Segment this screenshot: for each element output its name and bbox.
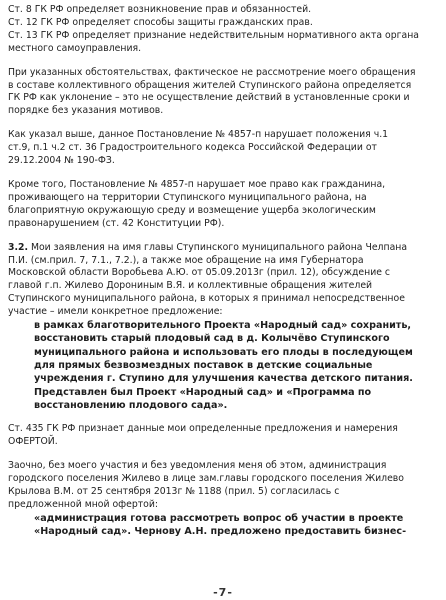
text-line: ГК РФ как уклонение – это не осуществление действий в установленные сроки и <box>8 92 410 104</box>
text-line: ст.9, п.1 ч.2 ст. 36 Градостроительного кодекса Российской Федерации от <box>8 142 377 154</box>
text-line: Крылова В.М. от 25 сентября 2013г № 1188 (прил. 5) согласилась с <box>8 485 340 497</box>
paragraph-violation <box>8 129 442 168</box>
paragraph-administration <box>8 460 442 512</box>
text-line: городского поселения Жилево в лице зам.главы городского поселения Жилево <box>8 472 404 484</box>
quote-bold-block <box>8 512 442 539</box>
paragraph-rights <box>8 179 442 231</box>
bold-line: в рамках благотворительного Проекта «Народный сад» сохранить, <box>34 320 412 332</box>
text-line: главой г.п. Жилево Дорониным В.Я. и коллективные обращения жителей <box>8 280 373 292</box>
text-line: участие – имели конкретное предложение: <box>8 306 223 318</box>
bold-line: учреждения г. Ступино для улучшения качества детского питания. <box>34 373 413 385</box>
paragraph-evasion <box>8 67 442 119</box>
bold-line: «Народный сад». Чернову А.Н. предложено предоставить бизнес- <box>34 525 407 537</box>
text-line: Заочно, без моего участия и без уведомления меня об этом, администрация <box>8 459 387 471</box>
text-line: Московской области Воробьева А.Ю. от 05.09.2013г (прил. 12), обсуждение с <box>8 267 391 279</box>
text-line: правонарушением (ст. 42 Конституции РФ). <box>8 217 225 229</box>
paragraph-offer <box>8 423 442 449</box>
text-line: Как указал выше, данное Постановление № 4857-п нарушает положения ч.1 <box>8 129 389 141</box>
bold-line: Представлен был Проект «Народный сад» и «Программа по <box>34 386 372 398</box>
bold-line: для прямых безвозмездных поставок в детские социальные <box>34 359 373 371</box>
bold-line: «администрация готова рассмотреть вопрос об участии в проекте <box>34 512 404 524</box>
bold-line: восстановить старый плодовый сад в д. Колычёво Ступинского <box>34 333 390 345</box>
text-line: П.И. (см.прил. 7, 7.1., 7.2.), а также мое обращение на имя Губернатора <box>8 254 364 266</box>
section-number: 3.2. <box>8 241 29 253</box>
text-line: Мои заявления на имя главы Ступинского муниципального района Челпана <box>28 241 408 253</box>
text-line: 29.12.2004 № 190-ФЗ. <box>8 155 115 167</box>
text-line: Ст. 8 ГК РФ определяет возникновение прав и обязанностей. <box>8 4 312 15</box>
section-first-line <box>8 242 442 255</box>
text-line: ОФЕРТОЙ. <box>8 436 58 448</box>
bold-line: восстановлению плодового сада». <box>34 399 228 411</box>
text-line: порядке без указания мотивов. <box>8 105 164 117</box>
text-line: Ст. 12 ГК РФ определяет способы защиты гражданских прав. <box>8 16 313 28</box>
text-line: благоприятную окружающую среду и возмещение ущерба экологическим <box>8 204 376 216</box>
bold-line: муниципального района и использовать его плоды в последующем <box>34 346 413 358</box>
text-line: в составе коллективного обращения жителей Ступинского района определяется <box>8 79 412 91</box>
section-3-2 <box>8 242 442 319</box>
text-line: Ступинского муниципального района, в которых я принимал непосредственное <box>8 293 405 305</box>
proposal-bold-block <box>8 319 442 412</box>
text-line: проживающего на территории Ступинского муниципального района, на <box>8 191 367 203</box>
text-line: Ст. 435 ГК РФ признает данные мои определенные предложения и намерения <box>8 423 398 435</box>
text-line: При указанных обстоятельствах, фактическое не рассмотрение моего обращения <box>8 66 416 78</box>
text-line: Ст. 13 ГК РФ определяет признание недействительным нормативного акта органа <box>8 29 420 41</box>
text-line: предложенной мной офертой: <box>8 498 159 510</box>
text-line: местного самоуправления. <box>8 42 142 54</box>
top-lines <box>8 4 442 56</box>
page-number: -7- <box>213 586 233 599</box>
text-line: Кроме того, Постановление № 4857-п нарушает мое право как гражданина, <box>8 178 386 190</box>
